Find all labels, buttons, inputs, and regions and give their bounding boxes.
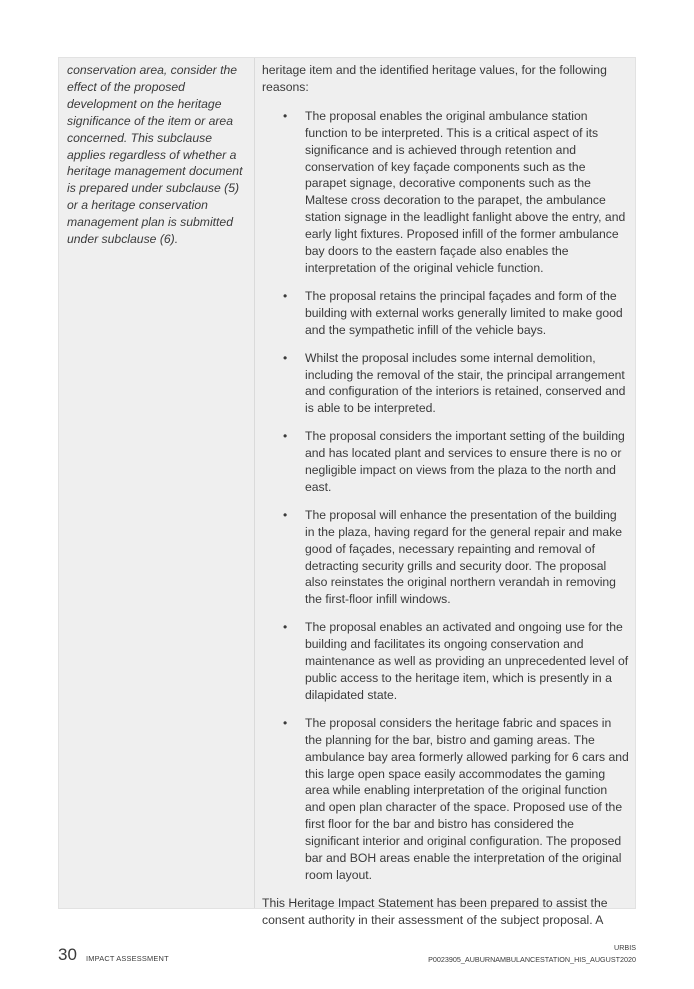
list-item [283, 619, 629, 704]
page-footer [58, 940, 636, 970]
list-item [283, 108, 629, 277]
document-reference: P0023905_AUBURNAMBULANCESTATION_HIS_AUGUST2020 [428, 955, 636, 964]
section-title: IMPACT ASSESSMENT [86, 954, 169, 963]
list-item [283, 715, 629, 884]
reasons-list [262, 108, 629, 884]
list-item-text: The proposal enables the original ambulance station function to be interpreted. This is a critical aspect of its significance and is achieved through retention and conservation of key façade components such as the parapet signage, decorative components such as the Maltese cross decoration to the parapet, the ambulance station signage in the leadlight fanlight above the entry, and early light fixtures. Proposed infill of the former ambulance bay doors to the eastern façade also enables the interpretation of the original vehicle function. [305, 108, 626, 275]
bullet-icon: • [283, 108, 288, 123]
list-item-text: The proposal considers the heritage fabric and spaces in the planning for the bar, bistro and gaming areas. The ambulance bay area formerly allowed parking for 6 cars and this large open space easily accommodates the gaming area while enabling interpretation of the original function and open plan character of the space. Proposed use of the first floor for the bar and bistro has considered the significant interior and original configuration. The proposed bar and BOH areas enable the interpretation of the original room layout. [305, 715, 629, 882]
list-item-text: The proposal retains the principal façades and form of the building with external works generally limited to make good and the sympathetic infill of the vehicle bays. [305, 288, 623, 337]
list-item [283, 507, 629, 608]
bullet-icon: • [283, 350, 288, 365]
table-right-column [255, 58, 635, 927]
page-number: 30 [58, 945, 77, 964]
list-item-text: The proposal will enhance the presentation of the building in the plaza, having regard for the general repair and make good of façades, necessary repainting and removal of detracting security grills and security door. The proposal also reinstates the original northern verandah in removing the first-floor infill windows. [305, 507, 623, 607]
clause-text: conservation area, consider the effect of the proposed development on the heritage significance of the item or area concerned. This subclause applies regardless of whether a heritage management document is prepared under subclause (5) or a heritage conservation management plan is submitted under subclause (6). [67, 63, 243, 247]
response-intro: heritage item and the identified heritage values, for the following reasons: [262, 63, 607, 94]
bullet-icon: • [283, 620, 288, 635]
list-item [283, 428, 629, 496]
bullet-icon: • [283, 429, 288, 444]
bullet-icon: • [283, 507, 288, 522]
list-item [283, 350, 629, 418]
list-item [283, 288, 629, 339]
list-item-text: The proposal enables an activated and ongoing use for the building and facilitates its ongoing conservation and maintenance as well as providing an unprecedented level of public access to the heritage item, which is presently in a dilapidated state. [305, 620, 629, 702]
bullet-icon: • [283, 288, 288, 303]
company-name: URBIS [614, 943, 636, 952]
closing-paragraph: This Heritage Impact Statement has been prepared to assist the consent authority in their assessment of the subject proposal. A [262, 895, 608, 927]
list-item-text: The proposal considers the important setting of the building and has located plant and services to ensure there is no or negligible impact on views from the plaza to the north and east. [305, 429, 625, 494]
table-left-column [59, 58, 255, 908]
list-item-text: Whilst the proposal includes some internal demolition, including the removal of the stair, the principal arrangement and configuration of the interiors is retained, conserved and is able to be interpreted. [305, 350, 626, 416]
bullet-icon: • [283, 715, 288, 730]
assessment-table [58, 57, 636, 927]
